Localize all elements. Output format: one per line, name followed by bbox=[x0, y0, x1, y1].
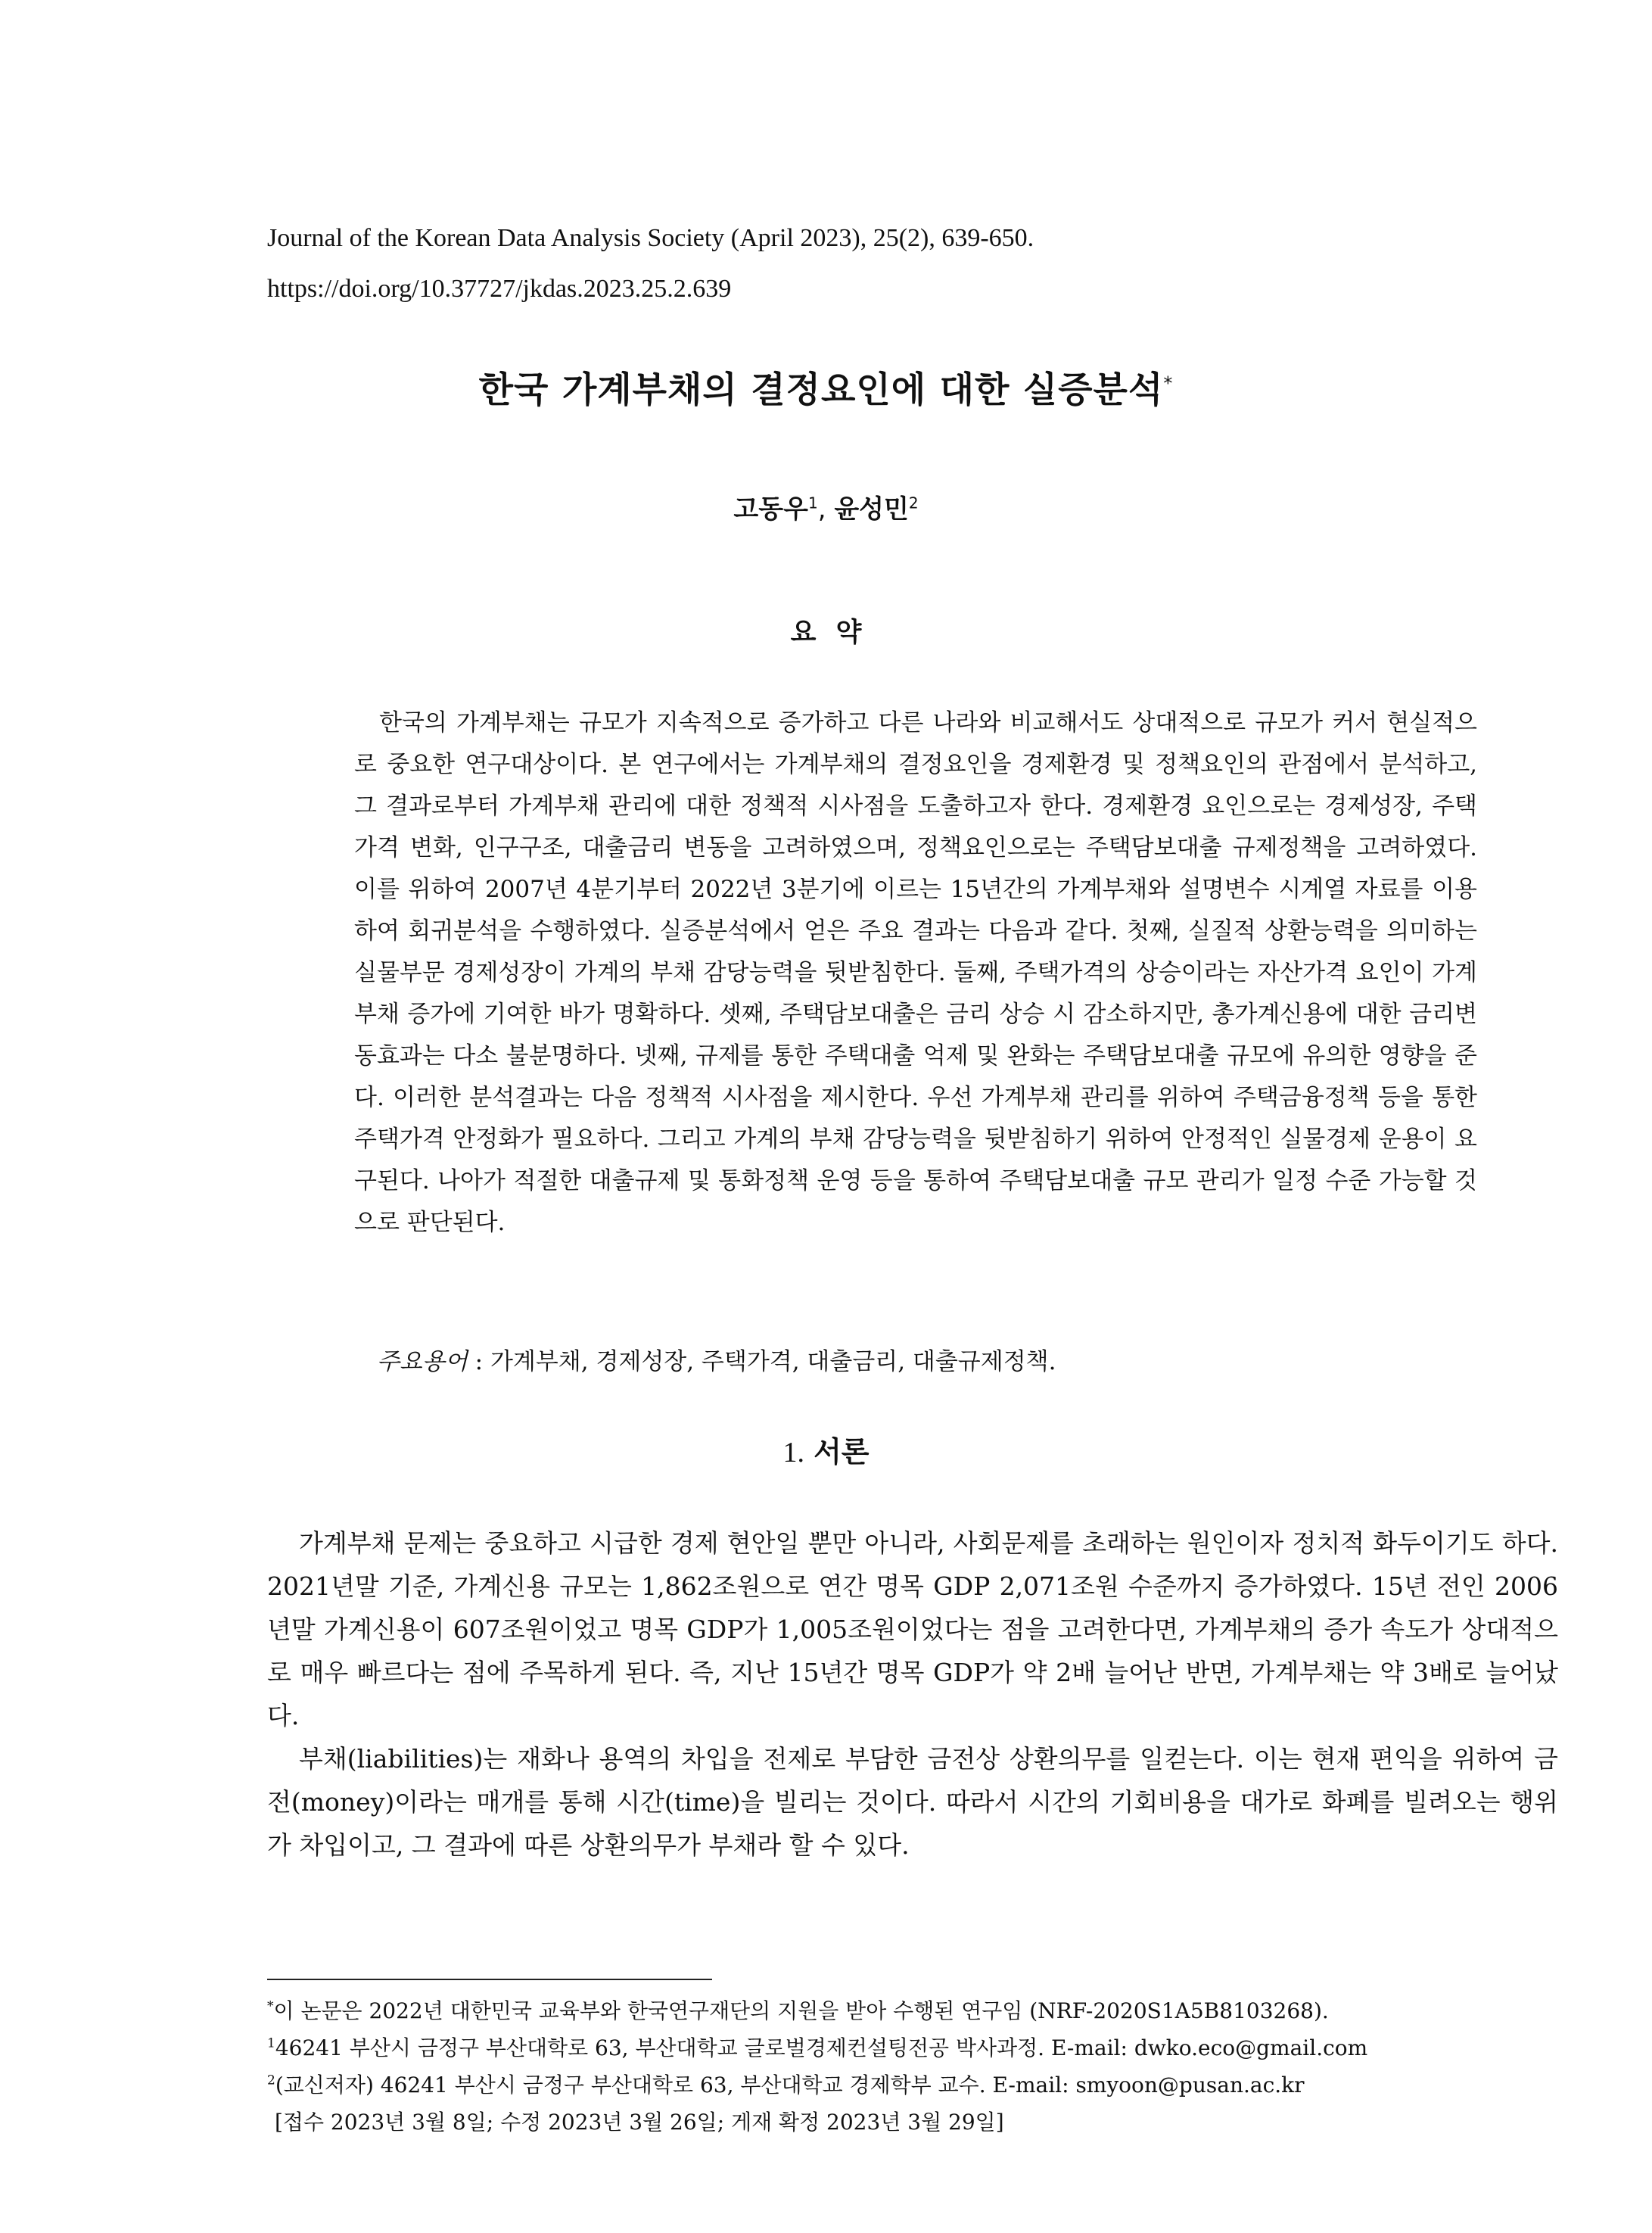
footnote-author-2 bbox=[267, 2066, 1599, 2104]
footnotes bbox=[267, 1992, 1599, 2141]
paper-title bbox=[0, 362, 1652, 413]
footnote-funding bbox=[267, 1992, 1599, 2029]
author-separator: , bbox=[817, 494, 835, 525]
body-paragraph: 부채(liabilities)는 재화나 용역의 차입을 전제로 부담한 금전상 상환의무를 일컫는다. 이는 현재 편익을 위하여 금전(money)이라는 매개를 통해 시간(time)을 빌리는 것이다. 따라서 시간의 기회비용을 대가로 화폐를 빌려오는 행위가 차입이고, 그 결과에 따른 상환의무가 부채라 할 수 있다. bbox=[267, 1744, 1558, 1860]
journal-citation: Journal of the Korean Data Analysis Society (April 2023), 25(2), 639-650. bbox=[267, 224, 1034, 252]
author-list bbox=[0, 488, 1652, 525]
author-name: 고동우 bbox=[733, 494, 808, 525]
keywords bbox=[377, 1346, 1477, 1378]
doi-link[interactable]: https://doi.org/10.37727/jkdas.2023.25.2.639 bbox=[267, 275, 732, 303]
footnote-text: 이 논문은 2022년 대한민국 교육부와 한국연구재단의 지원을 받아 수행된 연구임 (NRF-2020S1A5B8103268). bbox=[273, 1998, 1329, 2023]
footnote-author-1 bbox=[267, 2029, 1599, 2066]
keywords-separator: : bbox=[467, 1348, 490, 1375]
submission-dates: [접수 2023년 3월 8일; 수정 2023년 3월 26일; 게재 확정 2023년 3월 29일] bbox=[275, 2110, 1004, 2135]
keywords-list: 가계부채, 경제성장, 주택가격, 대출금리, 대출규제정책. bbox=[490, 1348, 1056, 1375]
body-paragraph: 가계부채 문제는 중요하고 시급한 경제 현안일 뿐만 아니라, 사회문제를 초래하는 원인이자 정치적 화두이기도 하다. 2021년말 기준, 가계신용 규모는 1,862조원으로 연간 명목 GDP 2,071조원 수준까지 증가하였다. 15년 전인 2006년말 가계신용이 607조원이었고 명목 GDP가 1,005조원이었다는 점을 고려한다면, 가계부채의 증가 속도가 상대적으로 매우 빠르다는 점에 주목하게 된다. 즉, 지난 15년간 명목 GDP가 약 2배 늘어난 반면, 가계부채는 약 3배로 늘어났다. bbox=[267, 1528, 1558, 1730]
keywords-label: 주요용어 bbox=[377, 1348, 468, 1375]
footnote-mark: 2 bbox=[267, 2073, 275, 2088]
author-name: 윤성민 bbox=[834, 494, 909, 525]
footnote-mark: * bbox=[267, 1998, 274, 2014]
author-affiliation-mark: 2 bbox=[908, 494, 919, 512]
author-affiliation-mark: 1 bbox=[807, 494, 818, 512]
title-text: 한국 가계부채의 결정요인에 대한 실증분석 bbox=[478, 369, 1164, 411]
footnote-text: (교신저자) 46241 부산시 금정구 부산대학로 63, 부산대학교 경제학부 교수. E-mail: smyoon@pusan.ac.kr bbox=[275, 2073, 1305, 2098]
section-number: 1. bbox=[782, 1437, 804, 1468]
introduction-body bbox=[267, 1521, 1558, 1867]
title-footnote-mark: * bbox=[1163, 372, 1174, 394]
abstract-heading: 요 약 bbox=[790, 618, 862, 648]
footnote-text: 46241 부산시 금정구 부산대학로 63, 부산대학교 글로벌경제컨설팅전공 박사과정. E-mail: dwko.eco@gmail.com bbox=[275, 2035, 1368, 2060]
section-title: 서론 bbox=[814, 1435, 870, 1468]
footnote-mark: 1 bbox=[267, 2035, 275, 2051]
footnote-divider bbox=[267, 1979, 712, 1980]
abstract-body: 한국의 가계부채는 규모가 지속적으로 증가하고 다른 나라와 비교해서도 상대적으로 규모가 커서 현실적으로 중요한 연구대상이다. 본 연구에서는 가계부채의 결정요인을 경제환경 및 정책요인의 관점에서 분석하고, 그 결과로부터 가계부채 관리에 대한 정책적 시사점을 도출하고자 한다. 경제환경 요인으로는 경제성장, 주택가격 변화, 인구구조, 대출금리 변동을 고려하였으며, 정책요인으로는 주택담보대출 규제정책을 고려하였다. 이를 위하여 2007년 4분기부터 2022년 3분기에 이르는 15년간의 가계부채와 설명변수 시계열 자료를 이용하여 회귀분석을 수행하였다. 실증분석에서 얻은 주요 결과는 다음과 같다. 첫째, 실질적 상환능력을 의미하는 실물부문 경제성장이 가계의 부채 감당능력을 뒷받침한다. 둘째, 주택가격의 상승이라는 자산가격 요인이 가계부채 증가에 기여한 바가 명확하다. 셋째, 주택담보대출은 금리 상승 시 감소하지만, 총가계신용에 대한 금리변동효과는 다소 불분명하다. 넷째, 규제를 통한 주택대출 억제 및 완화는 주택담보대출 규모에 유의한 영향을 준다. 이러한 분석결과는 다음 정책적 시사점을 제시한다. 우선 가계부채 관리를 위하여 주택금융정책 등을 통한 주택가격 안정화가 필요하다. 그리고 가계의 부채 감당능력을 뒷받침하기 위하여 안정적인 실물경제 운용이 요구된다. 나아가 적절한 대출규제 및 통화정책 운영 등을 통하여 주택담보대출 규모 관리가 일정 수준 가능할 것으로 판단된다. bbox=[354, 709, 1477, 1236]
section-heading-introduction bbox=[0, 1434, 1652, 1470]
